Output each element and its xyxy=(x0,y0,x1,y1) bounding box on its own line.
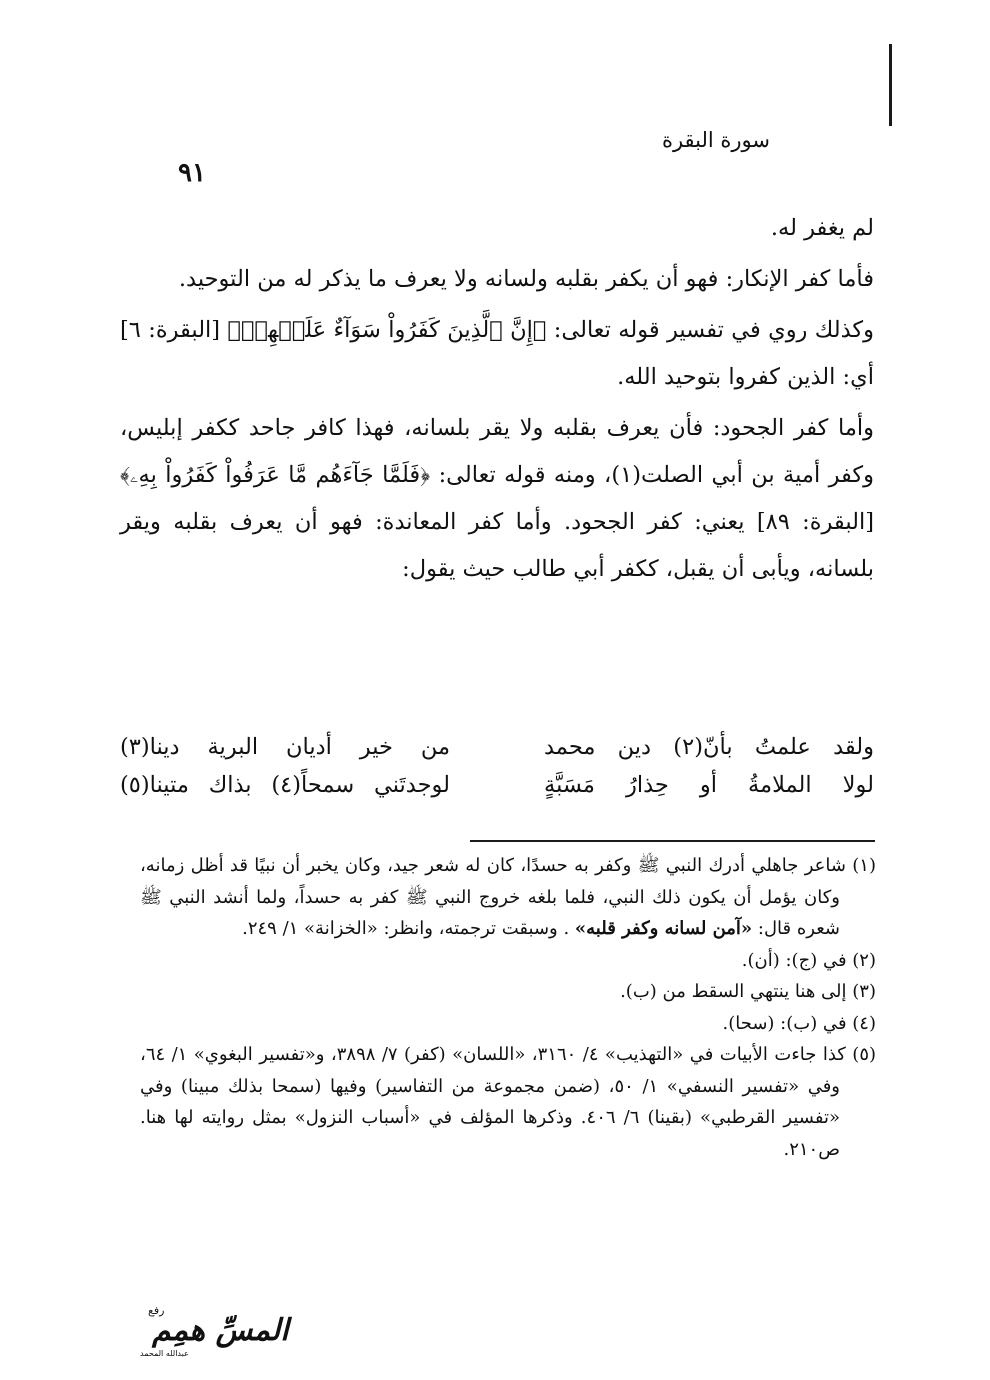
poem-line-2-second-hemistich: لوجدتَني سمحاً(٤) بذاك متينا(٥) xyxy=(120,772,450,798)
footnote-5: (٥) كذا جاءت الأبيات في «التهذيب» ٤/ ٣١٦٠، «اللسان» (كفر) ٧/ ٣٨٩٨، و«تفسير البغوي» ١/ ٦٤، وفي «تفسير النسفي» ١/ ٥٠، (ضمن مجموعة من التفاسير) وفيها (سمحا بذلك مبينا) وفي «تفسير القرطبي» (بقينا) ٦/ ٤٠٦. وذكرها المؤلف في «أسباب النزول» بمثل روايته لها هنا. ص٢١٠. xyxy=(140,1044,877,1160)
stamp-small-text: عبدالله المحمد xyxy=(140,1349,189,1358)
footnote-1 xyxy=(140,850,876,945)
paragraph-4-a: وأما كفر الجحود: فأن يعرف بقلبه ولا يقر بلسانه، فهذا كافر جاحد ككفر إبليس، وكفر أمية بن أبي الصلت(١)، ومنه قوله تعالى: xyxy=(120,415,874,488)
footnote-2: (٢) في (ج): (أن). xyxy=(741,949,876,971)
paragraph-3-intro: وكذلك روي في تفسير قوله تعالى: xyxy=(546,317,874,343)
quran-verse-2: ﴿فَلَمَّا جَآءَهُم مَّا عَرَفُواْ كَفَرُواْ بِهِۦ﴾ xyxy=(120,462,431,488)
paragraph-4 xyxy=(120,405,874,593)
main-text xyxy=(120,205,874,593)
footnotes xyxy=(140,850,876,1165)
footnote-1-quote: «آمن لسانه وكفر قلبه» xyxy=(574,918,753,939)
poem-line-2 xyxy=(120,766,874,804)
stamp-top-text: رفع xyxy=(148,1304,165,1317)
footnote-1-a: (١) شاعر جاهلي أدرك النبي ﷺ وكفر به حسدًا، كان له شعر جيد، وكان يخبر أن نبيًا قد أظل زمانه، وكان يؤمل أن يكون ذلك النبي، فلما بلغه خروج النبي ﷺ كفر به حسداً، ولما أنشد النبي ﷺ شعره قال: xyxy=(140,855,876,939)
paragraph-4-b: [البقرة: ٨٩] يعني: كفر الجحود. وأما كفر المعاندة: فهو أن يعرف بقلبه ويقر بلسانه، ويأبى أن يقبل، ككفر أبي طالب حيث يقول: xyxy=(120,509,874,582)
footnote-3: (٣) إلى هنا ينتهي السقط من (ب). xyxy=(620,981,876,1002)
footnote-1-b: . وسبقت ترجمته، وانظر: «الخزانة» ١/ ٢٤٩. xyxy=(242,918,575,939)
paragraph-1: لم يغفر له. xyxy=(770,215,874,241)
paragraph-2: فأما كفر الإنكار: فهو أن يكفر بقلبه ولسانه ولا يعرف ما يذكر له من التوحيد. xyxy=(178,266,874,292)
page-number: ٩١ xyxy=(178,158,206,188)
poem-line-2-first-hemistich: لولا الملامةُ أو حِذارُ مَسَبَّةٍ xyxy=(544,772,874,798)
quran-verse-1: ﴿إِنَّ ٱلَّذِينَ كَفَرُواْ سَوَآءٌ عَلَيۡهِمۡ﴾ xyxy=(227,317,547,343)
paragraph-3 xyxy=(120,307,874,401)
poem xyxy=(120,728,874,804)
publisher-stamp-logo xyxy=(10,1300,289,1360)
paragraph-3-rest: [البقرة: ٦] أي: الذين كفروا بتوحيد الله. xyxy=(120,317,874,390)
footnote-separator xyxy=(470,840,875,842)
poem-line-1-second-hemistich: من خير أديان البرية دينا(٣) xyxy=(120,734,450,760)
footnote-4: (٤) في (ب): (سحا). xyxy=(722,1012,876,1034)
poem-line-1 xyxy=(120,728,874,766)
running-title: سورة البقرة xyxy=(661,128,770,152)
poem-line-1-first-hemistich: ولقد علمتُ بأنّ(٢) دين محمد xyxy=(544,734,874,760)
page-header xyxy=(150,128,770,188)
page-edge-line xyxy=(889,44,892,126)
stamp-main-text: المسِّ همِم xyxy=(152,1313,289,1348)
